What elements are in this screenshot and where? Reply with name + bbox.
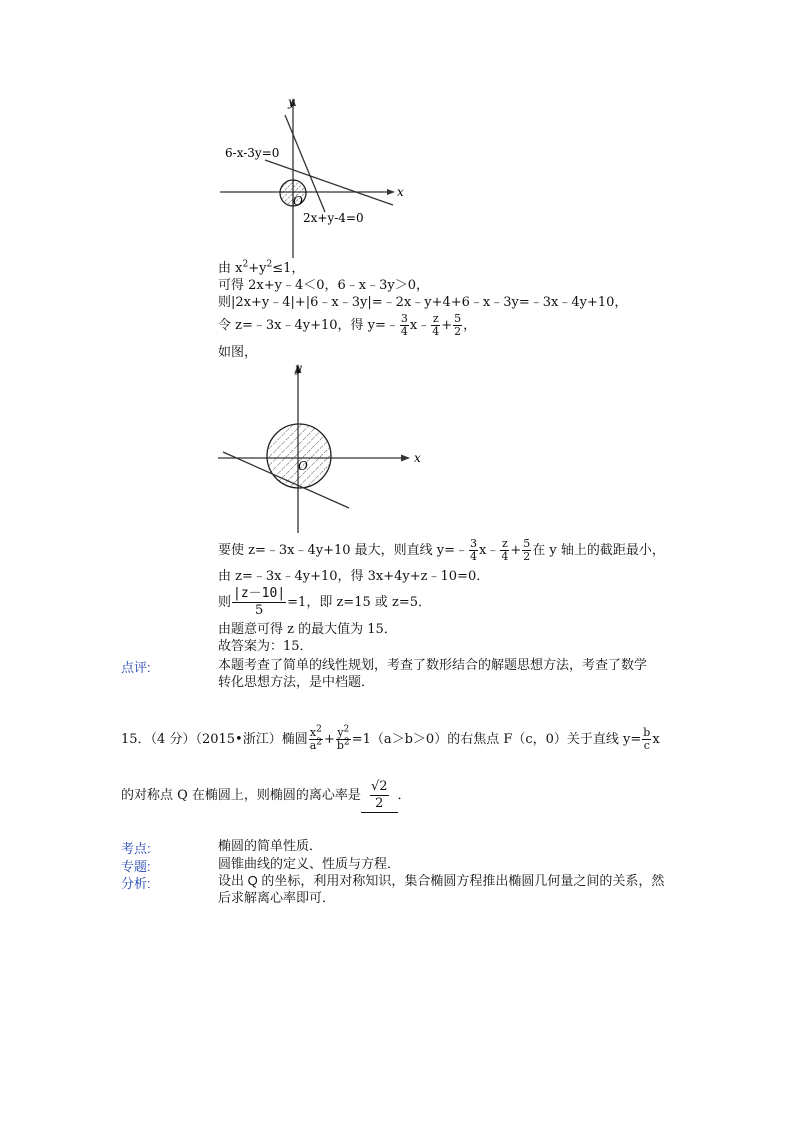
fraction-abs-z-10-over-5: $\frac{|z-10|}{5}$ <box>233 586 286 618</box>
solution-line-10: 故答案为：15． <box>218 639 313 654</box>
zhuanti-label: 专题: <box>121 859 151 874</box>
unit-circle <box>267 424 331 488</box>
solution-line-1: 由 $x^2+y^2\le 1$， <box>218 259 305 276</box>
fraction-3-4: $\frac{3}{4}$ <box>400 312 408 338</box>
fraction-z-4: $\frac{z}{4}$ <box>432 312 440 338</box>
fig2-x-label: x <box>414 451 421 465</box>
x-axis-arrow <box>401 455 410 462</box>
solution-line-7: 由 z=﹣3x﹣4y+10，得 3x+4y+z﹣10=0． <box>218 569 490 584</box>
fraction-5-2: $\frac{5}{2}$ <box>523 537 531 563</box>
fig1-x-label: x <box>397 185 404 199</box>
solution-line-4: 令 z=﹣3x﹣4y+10，得 y=﹣ $\frac{3}{4}$ x﹣ $\frac{z}{4}$ + $\frac{5}{2}$ ， <box>218 312 477 338</box>
fraction-y2-b2: $\frac{y^2}{b^2}$ <box>336 724 350 752</box>
comment-line-1: 本题考查了简单的线性规划，考查了数形结合的解题思想方法，考查了数学 <box>218 657 648 672</box>
problem-15-line-1: 15．（4 分）（2015•浙江）椭圆 $\frac{x^2}{a^2}$ + $\frac{y^2}{b^2}$ =1（a＞b＞0）的右焦点 F（c，0）关于直线 y= $\frac{b}{c}$ x <box>121 724 660 752</box>
solution-line-9: 由题意可得 z 的最大值为 15． <box>218 622 397 637</box>
fraction-x2-a2: $\frac{x^2}{a^2}$ <box>309 724 322 752</box>
fraction-3-4: $\frac{3}{4}$ <box>470 537 478 563</box>
fenxi-line-2: 后求解离心率即可． <box>218 890 336 905</box>
fig2-origin: O <box>298 459 308 473</box>
solution-line-3: 则|2x+y﹣4|+|6﹣x﹣3y|=﹣2x﹣y+4+6﹣x﹣3y=﹣3x﹣4y+10， <box>218 295 628 310</box>
solution-line-8: 则 $\frac{|z-10|}{5}$ =1，即 z=15 或 z=5． <box>218 586 432 618</box>
figure-1 <box>215 90 415 260</box>
kaodian-label: 考点: <box>121 841 151 856</box>
figure-2 <box>215 358 430 536</box>
solution-line-2: 可得 2x+y﹣4＜0，6﹣x﹣3y＞0， <box>218 278 430 293</box>
fraction-sqrt2-over-2: $\frac{√2}{2}$ <box>370 779 388 811</box>
fig1-y-label: y <box>288 95 295 109</box>
fig1-line2-label: 2x+y-4=0 <box>303 211 364 225</box>
fig1-origin: O <box>293 194 303 208</box>
comment-label: 点评: <box>121 660 151 675</box>
comment-line-2: 转化思想方法，是中档题． <box>218 674 375 689</box>
solution-line-5: 如图， <box>218 345 258 360</box>
answer-blank <box>361 779 398 813</box>
kaodian-text: 椭圆的简单性质． <box>218 838 323 853</box>
fenxi-label: 分析: <box>121 876 151 891</box>
fraction-5-2: $\frac{5}{2}$ <box>454 312 462 338</box>
x-axis-arrow <box>387 189 395 195</box>
fig1-line1-label: 6-x-3y=0 <box>225 146 280 160</box>
fenxi-line-1: 设出 Q 的坐标，利用对称知识，集合椭圆方程推出椭圆几何量之间的关系，然 <box>218 873 665 888</box>
problem-15-line-2: 的对称点 Q 在椭圆上，则椭圆的离心率是 $\frac{√2}{2}$ ． <box>121 779 411 811</box>
fraction-z-4: $\frac{z}{4}$ <box>501 537 509 563</box>
fraction-b-c: $\frac{b}{c}$ <box>643 726 651 752</box>
solution-line-6: 要使 z=﹣3x﹣4y+10 最大，则直线 y=﹣ $\frac{3}{4}$ x﹣ $\frac{z}{4}$ + $\frac{5}{2}$ 在 y 轴上的截距最小， <box>218 537 665 563</box>
fig2-y-label: y <box>295 361 302 375</box>
zhuanti-text: 圆锥曲线的定义、性质与方程． <box>218 856 401 871</box>
